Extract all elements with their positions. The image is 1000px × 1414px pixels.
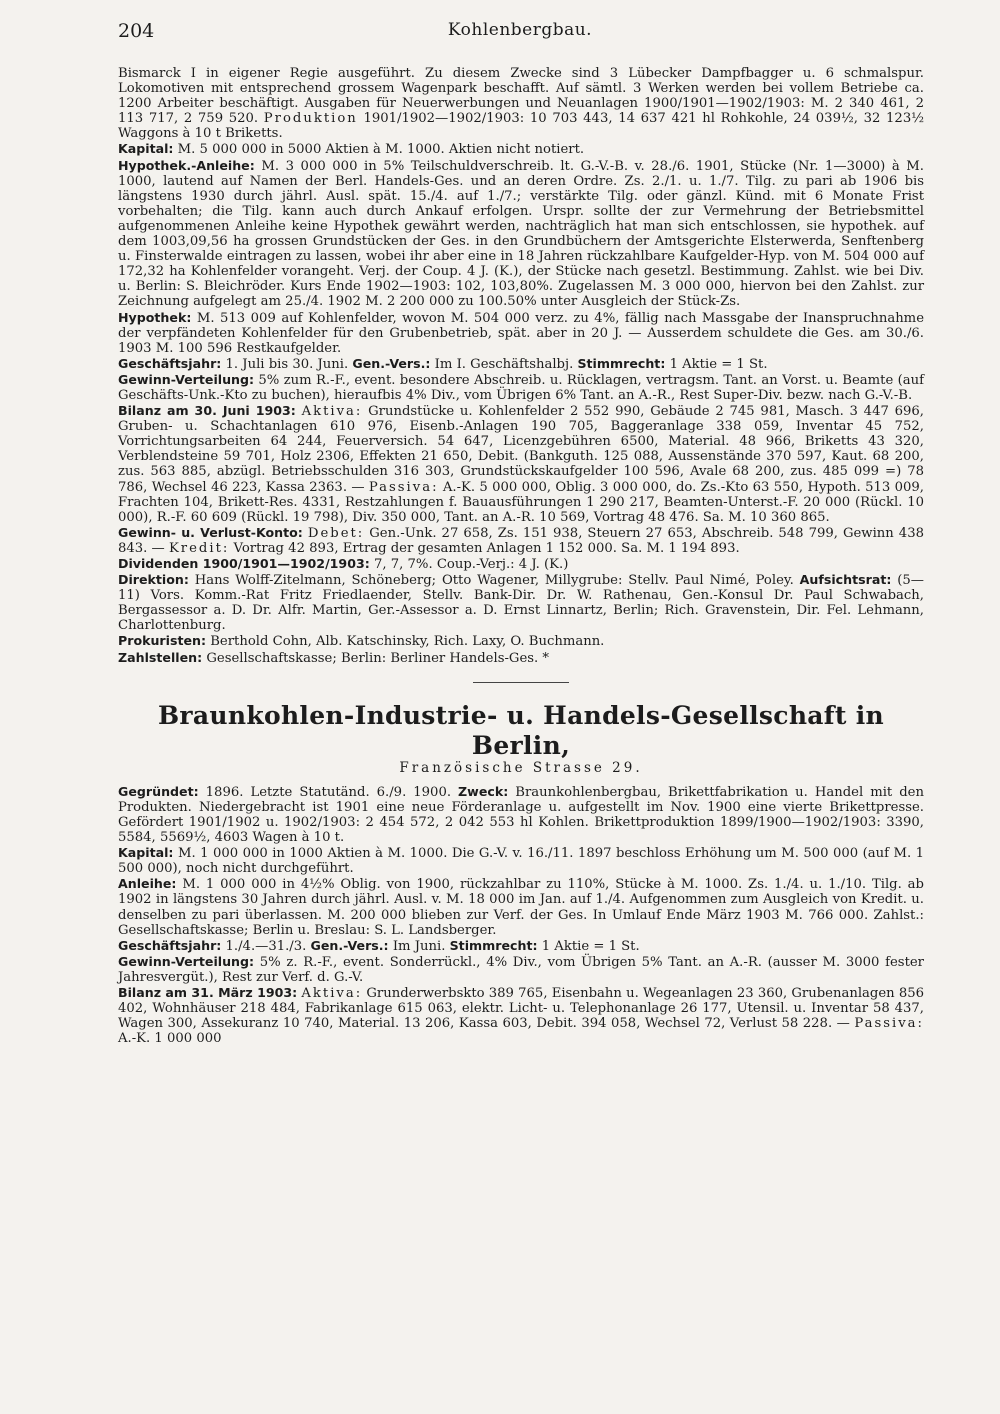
prokuristen-entry [118,633,924,649]
page-body [118,66,924,1046]
gen-vers2-label: Gen.-Vers.: [310,937,389,953]
dividenden-entry [118,556,924,572]
anleihe2-label: Anleihe: [118,876,177,892]
zahlstellen-text: Gesellschaftskasse; Berlin: Berliner Handels-Ges. * [206,650,550,666]
bilanz-aktiva-text: Grundstücke u. Kohlenfelder 2 552 990, Gebäude 2 745 981, Masch. 3 447 696, Gruben- u. Schachtanlagen 610 976, Eisenb.-Anlagen 190 705, Baggeranlage 338 059, Inventar 45 752, Vorrichtungsarbeiten 64 244, Feuerversich. 54 647, Licenzgebühren 6500, Material. 48 966, Briketts 43 320, Verblendsteine 59 701, Holz 2306, Effekten 21 650, Debit. (Bankguth. 125 088, Aussenstände 370 597, Kaut. 68 200, zus. 563 885, abzügl. Betriebsschulden 316 303, Grundstückskaufgelder 100 596, Avale 68 200, zus. 485 099 =) 78 786, Wechsel 46 223, Kassa 2363. — [118,404,924,495]
bilanz2-passiva-text: A.-K. 1 000 000 [118,1031,222,1047]
passiva2-label: Passiva: [854,1016,924,1032]
geschaeftsjahr2-entry [118,938,924,954]
gewinn-verteilung-entry [118,372,924,403]
stimmrecht-label: Stimmrecht: [577,355,666,371]
anleihe-entry [118,158,924,310]
zahlstellen-label: Zahlstellen: [118,649,203,665]
gen-vers-text: Im I. Geschäftshalbj. [434,356,574,372]
stimmrecht2-label: Stimmrecht: [449,937,538,953]
production-label: Produktion [263,111,358,127]
intro-text: Bismarck I in eigener Regie ausgeführt. Zu diesem Zwecke sind 3 Lübecker Dampfbagger u. 6 schmalspur. Lokomotiven mit entsprechend grossem Wagenpark beschafft. Auf sämtl. 3 Werken werden bei vollem Betriebe ca. 1200 Arbeiter beschäftigt. Ausgaben für Neuerwerbungen und Neuanlagen 1900/1901—1902/1903: M. 2 340 461, 2 113 717, 2 759 520. [118,66,924,127]
debet-label: Debet: [307,525,365,541]
geschaeftsjahr2-label: Geschäftsjahr: [118,937,222,953]
passiva-label: Passiva: [368,479,439,495]
bilanz-label: Bilanz am 30. Juni 1903: [118,403,296,419]
gen-vers2-text: Im Juni. [392,938,446,954]
direktion-entry [118,572,924,633]
stimmrecht2-text: 1 Aktie = 1 St. [541,938,640,954]
section-divider [473,682,569,683]
anleihe-label: Hypothek.-Anleihe: [118,157,255,173]
bilanz2-aktiva-text: Grunderwerbskto 389 765, Eisenbahn u. Wegeanlagen 23 360, Grubenanlagen 856 402, Wohnhäuser 218 484, Fabrikanlage 615 063, elektr. Licht- u. Telephonanlage 26 177, Utensil. u. Inventar 58 437, Wagen 300, Assekuranz 10 740, Material. 13 206, Kassa 603, Debit. 394 058, Wechsel 72, Verlust 58 228. — [118,985,925,1032]
bilanz-passiva-text: A.-K. 5 000 000, Oblig. 3 000 000, do. Zs.-Kto 63 550, Hypoth. 513 009, Frachten 104, Brikett-Res. 4331, Restzahlungen f. Bauausführungen 1 290 217, Beamten-Unterst.-F. 20 000 (Rückl. 10 000), R.-F. 60 609 (Rückl. 19 798), Div. 350 000, Tant. an A.-R. 10 569, Vortrag 48 476. Sa. M. 10 360 865. [118,479,924,525]
kapital-entry [118,141,924,157]
anleihe2-entry [118,876,924,937]
prokuristen-text: Berthold Cohn, Alb. Katschinsky, Rich. Laxy, O. Buchmann. [210,634,605,650]
company-address: Französische Strasse 29. [399,759,643,776]
intro-paragraph [118,66,924,141]
gewinn-verteilung-text: 5% zum R.-F., event. besondere Abschreib. u. Rücklagen, vertragsm. Tant. an Vorst. u. Beamte (auf Geschäfts-Unk.-Kto zu buchen), hieraufbis 4% Div., vom Übrigen 6% Tant. an A.-R., Rest Super-Div. bezw. nach G.-V.-B. [118,372,924,403]
production-text: 1901/1902—1902/1903: 10 703 443, 14 637 421 hl Rohkohle, 24 039½, 32 123½ Waggons à 10 t Briketts. [118,111,924,142]
stimmrecht-text: 1 Aktie = 1 St. [669,356,768,372]
page-number: 204 [118,20,155,42]
zweck-label: Zweck: [458,783,509,799]
gewinn-verteilung2-entry [118,954,924,985]
anleihe-text: M. 3 000 000 in 5% Teilschuldverschreib. lt. G.-V.-B. v. 28./6. 1901, Stücke (Nr. 1—3000) à M. 1000, lautend auf Namen der Berl. Handels-Ges. und an deren Ordre. Zs. 2./1. u. 1./7. Tilg. zu pari ab 1906 bis längstens 1930 durch jährl. Ausl. spät. 15./4. auf 1./7.; verstärkte Tilg. oder gänzl. Künd. mit 6 Monate Frist vorbehalten; die Tilg. kann auch durch Ankauf erfolgen. Urspr. sollte der zur Vermehrung der Betriebsmittel aufgenommenen Anleihe keine Hypothek gewährt werden, nachträglich hat man sich entschlossen, sie hypothek. auf dem 1003,09,56 ha grossen Grundstücken der Ges. in den Grundbüchern der Amtsgerichte Elsterwerda, Senftenberg u. Finsterwalde eintragen zu lassen, wobei ihr aber eine in 18 Jahren rückzahlbare Kaufgelder-Hyp. von M. 504 000 auf 172,32 ha Kohlenfelder vorangeht. Verj. der Coup. 4 J. (K.), der Stücke nach gesetzl. Bestimmung. Zahlst. wie bei Div. u. Berlin: S. Bleichröder. Kurs Ende 1902—1903: 102, 103,80%. Zugelassen M. 3 000 000, hiervon bei den Zahlst. zur Zeichnung aufgelegt am 25./4. 1902 M. 2 200 000 zu 100.50% unter Ausgleich der Stück-Zs. [118,158,925,310]
gewinn-verteilung-label: Gewinn-Verteilung: [118,371,255,387]
geschaeftsjahr-text: 1. Juli bis 30. Juni. [225,356,349,372]
aufsichtsrat-label: Aufsichtsrat: [799,572,892,588]
gegruendet-label: Gegründet: [118,783,199,799]
aufsichtsrat-text: (5—11) Vors. Komm.-Rat Fritz Friedlaender, Stellv. Bank-Dir. Dr. W. Rathenau, Gen.-Konsul Dr. Paul Schwabach, Bergassessor a. D. Dr. Alfr. Martin, Ger.-Assessor a. D. Ernst Linnartz, Berlin; Rich. Gravenstein, Dir. Fel. Lehmann, Charlottenburg. [118,573,924,634]
running-title: Kohlenbergbau. [447,20,593,40]
geschaeftsjahr2-text: 1./4.—31./3. [225,938,307,954]
kapital-text: M. 5 000 000 in 5000 Aktien à M. 1000. Aktien nicht notiert. [177,142,585,158]
anleihe2-text: M. 1 000 000 in 4½% Oblig. von 1900, rückzahlbar zu 110%, Stücke à M. 1000. Zs. 1./4. u. 1./10. Tilg. ab 1902 in längstens 30 Jahren durch jährl. Ausl. v. M. 18 000 im Jan. auf 1./4. Aufgenommen zum Ausgleich von Kredit. u. denselben zu pari überlassen. M. 200 000 blieben zur Verf. der Ges. In Umlauf Ende März 1903 M. 766 000. Zahlst.: Gesellschaftskasse; Berlin u. Breslau: S. L. Landsberger. [118,877,924,938]
hypothek-text: M. 513 009 auf Kohlenfelder, wovon M. 504 000 verz. zu 4%, fällig nach Massgabe der Inanspruchnahme der verpfändeten Kohlenfelder für den Grubenbetrieb, spät. aber in 20 J. — Ausserdem schuldete die Ges. am 30./6. 1903 M. 100 596 Restkaufgelder. [118,310,924,356]
kapital2-label: Kapital: [118,845,174,861]
prokuristen-label: Prokuristen: [118,633,207,649]
geschaeftsjahr-label: Geschäftsjahr: [118,355,222,371]
guv-entry [118,525,924,556]
gegruendet-entry [118,784,924,845]
kredit-label: Kredit: [168,540,230,556]
aktiva-label: Aktiva: [301,404,363,420]
gewinn-verteilung2-label: Gewinn-Verteilung: [118,953,255,969]
zahlstellen-entry [118,650,924,666]
company-title: Braunkohlen-Industrie- u. Handels-Gesellschaft in Berlin, [158,700,884,760]
bilanz-entry [118,403,924,525]
direktion-text: Hans Wolff-Zitelmann, Schöneberg; Otto Wagener, Millygrube: Stellv. Paul Nimé, Poley. [194,573,794,589]
kapital2-entry [118,845,924,876]
kapital-label: Kapital: [118,141,174,157]
dividenden-text: 7, 7, 7%. Coup.-Verj.: 4 J. (K.) [373,557,569,572]
zweck-text: Braunkohlenbergbau, Brikettfabrikation u. Handel mit den Produkten. Niedergebracht ist 1901 eine neue Förderanlage u. aufgestellt im Nov. 1900 eine vierte Brikettpresse. Gefördert 1901/1902 u. 1902/1903: 2 454 572, 2 042 553 hl Kohlen. Brikettproduktion 1899/1900—1902/1903: 3390, 5584, 5569½, 4603 Wagen à 10 t. [118,784,924,846]
kapital2-text: M. 1 000 000 in 1000 Aktien à M. 1000. Die G.-V. v. 16./11. 1897 beschloss Erhöhung um M. 500 000 (auf M. 1 500 000), noch nicht durchgeführt. [118,846,924,877]
gen-vers-label: Gen.-Vers.: [352,355,431,371]
gegruendet-text: 1896. Letzte Statutänd. 6./9. 1900. [205,784,452,800]
guv-label: Gewinn- u. Verlust-Konto: [118,524,303,540]
hypothek-label: Hypothek: [118,309,192,325]
geschaeftsjahr-entry [118,356,924,372]
guv-kredit-text: Vortrag 42 893, Ertrag der gesamten Anlagen 1 152 000. Sa. M. 1 194 893. [233,540,740,556]
bilanz2-entry [118,985,924,1046]
aktiva2-label: Aktiva: [301,985,363,1001]
hypothek-entry [118,310,924,356]
dividenden-label: Dividenden 1900/1901—1902/1903: [118,556,370,571]
page-header [118,20,922,50]
gewinn-verteilung2-text: 5% z. R.-F., event. Sonderrückl., 4% Div., vom Übrigen 5% Tant. an A.-R. (ausser M. 3000 fester Jahresvergüt.), Rest zur Verf. d. G.-V. [118,954,924,985]
bilanz2-label: Bilanz am 31. März 1903: [118,984,298,1000]
guv-debet-text: Gen.-Unk. 27 658, Zs. 151 938, Steuern 27 653, Abschreib. 548 799, Gewinn 438 843. — [118,525,924,556]
direktion-label: Direktion: [118,572,189,588]
